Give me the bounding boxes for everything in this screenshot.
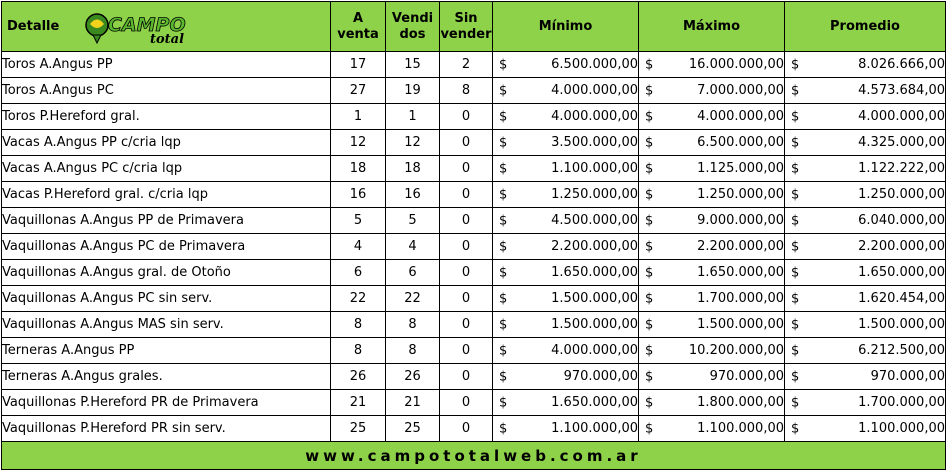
cell-promedio bbox=[785, 364, 946, 390]
cell-minimo-value: 2.200.000,00 bbox=[551, 239, 638, 254]
cell-sin-vender: 0 bbox=[440, 390, 493, 416]
cell-minimo-value: 1.500.000,00 bbox=[551, 291, 638, 306]
cell-maximo bbox=[639, 104, 785, 130]
cell-promedio bbox=[785, 312, 946, 338]
currency-symbol: $ bbox=[791, 187, 800, 202]
table-row bbox=[2, 104, 946, 130]
cell-promedio-value: 4.325.000,00 bbox=[858, 135, 945, 150]
cell-sin-vender: 0 bbox=[440, 234, 493, 260]
cell-detalle: Vaquillonas P.Hereford PR sin serv. bbox=[2, 416, 331, 442]
cell-maximo-value: 10.200.000,00 bbox=[688, 343, 784, 358]
currency-symbol: $ bbox=[499, 395, 508, 410]
currency-symbol: $ bbox=[791, 317, 800, 332]
header-a-venta: A venta bbox=[331, 2, 386, 52]
cell-sin-vender: 0 bbox=[440, 104, 493, 130]
cell-promedio-value: 1.250.000,00 bbox=[858, 187, 945, 202]
cell-vendidos: 15 bbox=[386, 52, 440, 78]
table-row bbox=[2, 156, 946, 182]
header-detalle-label: Detalle bbox=[7, 18, 60, 34]
cell-minimo bbox=[493, 312, 639, 338]
cell-minimo bbox=[493, 416, 639, 442]
table-row bbox=[2, 78, 946, 104]
cell-promedio bbox=[785, 338, 946, 364]
cell-vendidos: 18 bbox=[386, 156, 440, 182]
currency-symbol: $ bbox=[791, 57, 800, 72]
currency-symbol: $ bbox=[499, 187, 508, 202]
cell-a-venta: 27 bbox=[331, 78, 386, 104]
cell-promedio-value: 1.700.000,00 bbox=[858, 395, 945, 410]
cell-a-venta: 26 bbox=[331, 364, 386, 390]
table-body bbox=[2, 52, 946, 442]
cell-sin-vender: 0 bbox=[440, 156, 493, 182]
cell-minimo bbox=[493, 182, 639, 208]
table-row bbox=[2, 52, 946, 78]
cell-minimo bbox=[493, 78, 639, 104]
header-maximo: Máximo bbox=[639, 2, 785, 52]
cell-minimo bbox=[493, 260, 639, 286]
currency-symbol: $ bbox=[499, 343, 508, 358]
cell-minimo-value: 1.650.000,00 bbox=[551, 395, 638, 410]
cell-promedio bbox=[785, 390, 946, 416]
cell-sin-vender: 0 bbox=[440, 338, 493, 364]
cell-promedio-value: 970.000,00 bbox=[870, 369, 945, 384]
cell-sin-vender: 8 bbox=[440, 78, 493, 104]
cell-maximo bbox=[639, 156, 785, 182]
cell-a-venta: 22 bbox=[331, 286, 386, 312]
currency-symbol: $ bbox=[791, 83, 800, 98]
cell-minimo bbox=[493, 234, 639, 260]
table-row bbox=[2, 182, 946, 208]
cell-a-venta: 17 bbox=[331, 52, 386, 78]
cell-minimo-value: 6.500.000,00 bbox=[551, 57, 638, 72]
currency-symbol: $ bbox=[791, 135, 800, 150]
cell-minimo-value: 970.000,00 bbox=[563, 369, 638, 384]
cell-minimo bbox=[493, 390, 639, 416]
table-row bbox=[2, 234, 946, 260]
currency-symbol: $ bbox=[499, 161, 508, 176]
table-row bbox=[2, 390, 946, 416]
table-row bbox=[2, 364, 946, 390]
currency-symbol: $ bbox=[645, 395, 654, 410]
cell-detalle: Vacas A.Angus PP c/cria lqp bbox=[2, 130, 331, 156]
cell-detalle: Vaquillonas A.Angus PC de Primavera bbox=[2, 234, 331, 260]
cell-minimo bbox=[493, 364, 639, 390]
cell-maximo-value: 7.000.000,00 bbox=[697, 83, 784, 98]
cell-vendidos: 12 bbox=[386, 130, 440, 156]
cell-minimo-value: 4.000.000,00 bbox=[551, 343, 638, 358]
cell-promedio-value: 1.650.000,00 bbox=[858, 265, 945, 280]
cell-maximo bbox=[639, 78, 785, 104]
cell-maximo-value: 1.800.000,00 bbox=[697, 395, 784, 410]
currency-symbol: $ bbox=[791, 213, 800, 228]
cell-detalle: Vaquillonas A.Angus PP de Primavera bbox=[2, 208, 331, 234]
currency-symbol: $ bbox=[645, 265, 654, 280]
currency-symbol: $ bbox=[499, 291, 508, 306]
cell-promedio bbox=[785, 156, 946, 182]
cell-a-venta: 6 bbox=[331, 260, 386, 286]
currency-symbol: $ bbox=[645, 135, 654, 150]
cell-maximo-value: 1.250.000,00 bbox=[697, 187, 784, 202]
currency-symbol: $ bbox=[791, 265, 800, 280]
currency-symbol: $ bbox=[499, 317, 508, 332]
table-row bbox=[2, 286, 946, 312]
cell-maximo-value: 2.200.000,00 bbox=[697, 239, 784, 254]
currency-symbol: $ bbox=[791, 161, 800, 176]
cell-a-venta: 5 bbox=[331, 208, 386, 234]
currency-symbol: $ bbox=[791, 109, 800, 124]
cell-vendidos: 6 bbox=[386, 260, 440, 286]
logo-total-text: total bbox=[150, 32, 185, 46]
table-row bbox=[2, 260, 946, 286]
cell-promedio-value: 1.100.000,00 bbox=[858, 421, 945, 436]
cell-promedio-value: 4.573.684,00 bbox=[858, 83, 945, 98]
cell-maximo-value: 4.000.000,00 bbox=[697, 109, 784, 124]
cell-vendidos: 5 bbox=[386, 208, 440, 234]
cell-a-venta: 25 bbox=[331, 416, 386, 442]
cell-maximo bbox=[639, 182, 785, 208]
header-minimo: Mínimo bbox=[493, 2, 639, 52]
cell-a-venta: 8 bbox=[331, 312, 386, 338]
cell-maximo bbox=[639, 208, 785, 234]
cell-promedio bbox=[785, 416, 946, 442]
cell-promedio-value: 1.122.222,00 bbox=[858, 161, 945, 176]
cell-sin-vender: 0 bbox=[440, 416, 493, 442]
cell-minimo-value: 1.250.000,00 bbox=[551, 187, 638, 202]
cell-minimo-value: 4.000.000,00 bbox=[551, 109, 638, 124]
cell-detalle: Vaquillonas A.Angus gral. de Otoño bbox=[2, 260, 331, 286]
cell-a-venta: 12 bbox=[331, 130, 386, 156]
currency-symbol: $ bbox=[499, 57, 508, 72]
currency-symbol: $ bbox=[499, 83, 508, 98]
cell-sin-vender: 2 bbox=[440, 52, 493, 78]
currency-symbol: $ bbox=[499, 265, 508, 280]
cell-maximo-value: 9.000.000,00 bbox=[697, 213, 784, 228]
cell-vendidos: 21 bbox=[386, 390, 440, 416]
currency-symbol: $ bbox=[499, 239, 508, 254]
cell-promedio-value: 8.026.666,00 bbox=[858, 57, 945, 72]
cell-vendidos: 19 bbox=[386, 78, 440, 104]
currency-symbol: $ bbox=[645, 109, 654, 124]
cell-maximo bbox=[639, 416, 785, 442]
auction-price-table bbox=[1, 1, 946, 470]
cell-detalle: Vaquillonas A.Angus MAS sin serv. bbox=[2, 312, 331, 338]
currency-symbol: $ bbox=[499, 135, 508, 150]
cell-a-venta: 18 bbox=[331, 156, 386, 182]
cell-promedio bbox=[785, 234, 946, 260]
header-vendidos: Vendi dos bbox=[386, 2, 440, 52]
cell-promedio bbox=[785, 208, 946, 234]
cell-minimo bbox=[493, 104, 639, 130]
price-table-container bbox=[1, 1, 945, 470]
cell-maximo-value: 1.500.000,00 bbox=[697, 317, 784, 332]
cell-a-venta: 1 bbox=[331, 104, 386, 130]
currency-symbol: $ bbox=[645, 369, 654, 384]
cell-detalle: Terneras A.Angus grales. bbox=[2, 364, 331, 390]
cell-promedio-value: 6.212.500,00 bbox=[858, 343, 945, 358]
currency-symbol: $ bbox=[499, 369, 508, 384]
cell-detalle: Vaquillonas P.Hereford PR de Primavera bbox=[2, 390, 331, 416]
cell-maximo-value: 1.650.000,00 bbox=[697, 265, 784, 280]
cell-detalle: Toros A.Angus PC bbox=[2, 78, 331, 104]
cell-sin-vender: 0 bbox=[440, 364, 493, 390]
cell-maximo bbox=[639, 52, 785, 78]
currency-symbol: $ bbox=[499, 109, 508, 124]
cell-minimo-value: 1.650.000,00 bbox=[551, 265, 638, 280]
cell-vendidos: 8 bbox=[386, 338, 440, 364]
cell-maximo bbox=[639, 338, 785, 364]
cell-minimo-value: 4.000.000,00 bbox=[551, 83, 638, 98]
currency-symbol: $ bbox=[645, 161, 654, 176]
cell-vendidos: 1 bbox=[386, 104, 440, 130]
cell-sin-vender: 0 bbox=[440, 312, 493, 338]
table-row bbox=[2, 338, 946, 364]
cell-promedio-value: 2.200.000,00 bbox=[858, 239, 945, 254]
cell-minimo bbox=[493, 338, 639, 364]
cell-vendidos: 25 bbox=[386, 416, 440, 442]
cell-maximo bbox=[639, 390, 785, 416]
currency-symbol: $ bbox=[645, 83, 654, 98]
cell-maximo-value: 1.125.000,00 bbox=[697, 161, 784, 176]
cell-promedio bbox=[785, 52, 946, 78]
cell-sin-vender: 0 bbox=[440, 208, 493, 234]
cell-vendidos: 4 bbox=[386, 234, 440, 260]
cell-vendidos: 22 bbox=[386, 286, 440, 312]
cell-maximo bbox=[639, 286, 785, 312]
cell-promedio-value: 6.040.000,00 bbox=[858, 213, 945, 228]
cell-a-venta: 8 bbox=[331, 338, 386, 364]
currency-symbol: $ bbox=[791, 421, 800, 436]
footer-row bbox=[2, 442, 946, 470]
cell-detalle: Vaquillonas A.Angus PC sin serv. bbox=[2, 286, 331, 312]
cell-promedio bbox=[785, 260, 946, 286]
cell-maximo bbox=[639, 130, 785, 156]
cell-minimo bbox=[493, 286, 639, 312]
cell-a-venta: 21 bbox=[331, 390, 386, 416]
cell-detalle: Toros A.Angus PP bbox=[2, 52, 331, 78]
cell-detalle: Vacas A.Angus PC c/cria lqp bbox=[2, 156, 331, 182]
cell-promedio-value: 1.500.000,00 bbox=[858, 317, 945, 332]
cell-minimo bbox=[493, 52, 639, 78]
cell-vendidos: 16 bbox=[386, 182, 440, 208]
currency-symbol: $ bbox=[645, 317, 654, 332]
cell-vendidos: 26 bbox=[386, 364, 440, 390]
cell-vendidos: 8 bbox=[386, 312, 440, 338]
cell-promedio-value: 4.000.000,00 bbox=[858, 109, 945, 124]
cell-a-venta: 4 bbox=[331, 234, 386, 260]
cell-sin-vender: 0 bbox=[440, 260, 493, 286]
currency-symbol: $ bbox=[645, 213, 654, 228]
cell-maximo-value: 6.500.000,00 bbox=[697, 135, 784, 150]
cell-minimo-value: 1.100.000,00 bbox=[551, 421, 638, 436]
table-row bbox=[2, 416, 946, 442]
cell-minimo-value: 3.500.000,00 bbox=[551, 135, 638, 150]
table-row bbox=[2, 208, 946, 234]
currency-symbol: $ bbox=[791, 369, 800, 384]
header-detalle bbox=[2, 2, 331, 52]
campo-total-logo bbox=[84, 10, 194, 46]
cell-detalle: Terneras A.Angus PP bbox=[2, 338, 331, 364]
cell-promedio-value: 1.620.454,00 bbox=[858, 291, 945, 306]
header-sin-vender: Sin vender bbox=[440, 2, 493, 52]
cell-minimo bbox=[493, 130, 639, 156]
currency-symbol: $ bbox=[645, 291, 654, 306]
header-promedio: Promedio bbox=[785, 2, 946, 52]
cell-maximo-value: 16.000.000,00 bbox=[688, 57, 784, 72]
currency-symbol: $ bbox=[645, 421, 654, 436]
currency-symbol: $ bbox=[645, 343, 654, 358]
cell-minimo-value: 1.100.000,00 bbox=[551, 161, 638, 176]
table-row bbox=[2, 130, 946, 156]
cell-minimo-value: 1.500.000,00 bbox=[551, 317, 638, 332]
currency-symbol: $ bbox=[791, 291, 800, 306]
cell-maximo-value: 1.100.000,00 bbox=[697, 421, 784, 436]
cell-maximo-value: 970.000,00 bbox=[709, 369, 784, 384]
currency-symbol: $ bbox=[645, 239, 654, 254]
currency-symbol: $ bbox=[791, 395, 800, 410]
currency-symbol: $ bbox=[499, 421, 508, 436]
currency-symbol: $ bbox=[645, 187, 654, 202]
currency-symbol: $ bbox=[499, 213, 508, 228]
cell-sin-vender: 0 bbox=[440, 182, 493, 208]
logo-campo-text: CAMPO bbox=[108, 14, 186, 36]
cell-minimo bbox=[493, 156, 639, 182]
currency-symbol: $ bbox=[645, 57, 654, 72]
cell-maximo-value: 1.700.000,00 bbox=[697, 291, 784, 306]
cell-promedio bbox=[785, 78, 946, 104]
cell-minimo-value: 4.500.000,00 bbox=[551, 213, 638, 228]
currency-symbol: $ bbox=[791, 343, 800, 358]
cell-minimo bbox=[493, 208, 639, 234]
cell-maximo bbox=[639, 234, 785, 260]
cell-promedio bbox=[785, 182, 946, 208]
table-row bbox=[2, 312, 946, 338]
currency-symbol: $ bbox=[791, 239, 800, 254]
cell-maximo bbox=[639, 364, 785, 390]
cell-promedio bbox=[785, 104, 946, 130]
cell-promedio bbox=[785, 286, 946, 312]
cell-detalle: Vacas P.Hereford gral. c/cria lqp bbox=[2, 182, 331, 208]
cell-maximo bbox=[639, 260, 785, 286]
cell-maximo bbox=[639, 312, 785, 338]
cell-sin-vender: 0 bbox=[440, 286, 493, 312]
cell-promedio bbox=[785, 130, 946, 156]
cell-sin-vender: 0 bbox=[440, 130, 493, 156]
cell-a-venta: 16 bbox=[331, 182, 386, 208]
table-header-row bbox=[2, 2, 946, 52]
footer-url: www.campototalweb.com.ar bbox=[2, 442, 946, 470]
cell-detalle: Toros P.Hereford gral. bbox=[2, 104, 331, 130]
